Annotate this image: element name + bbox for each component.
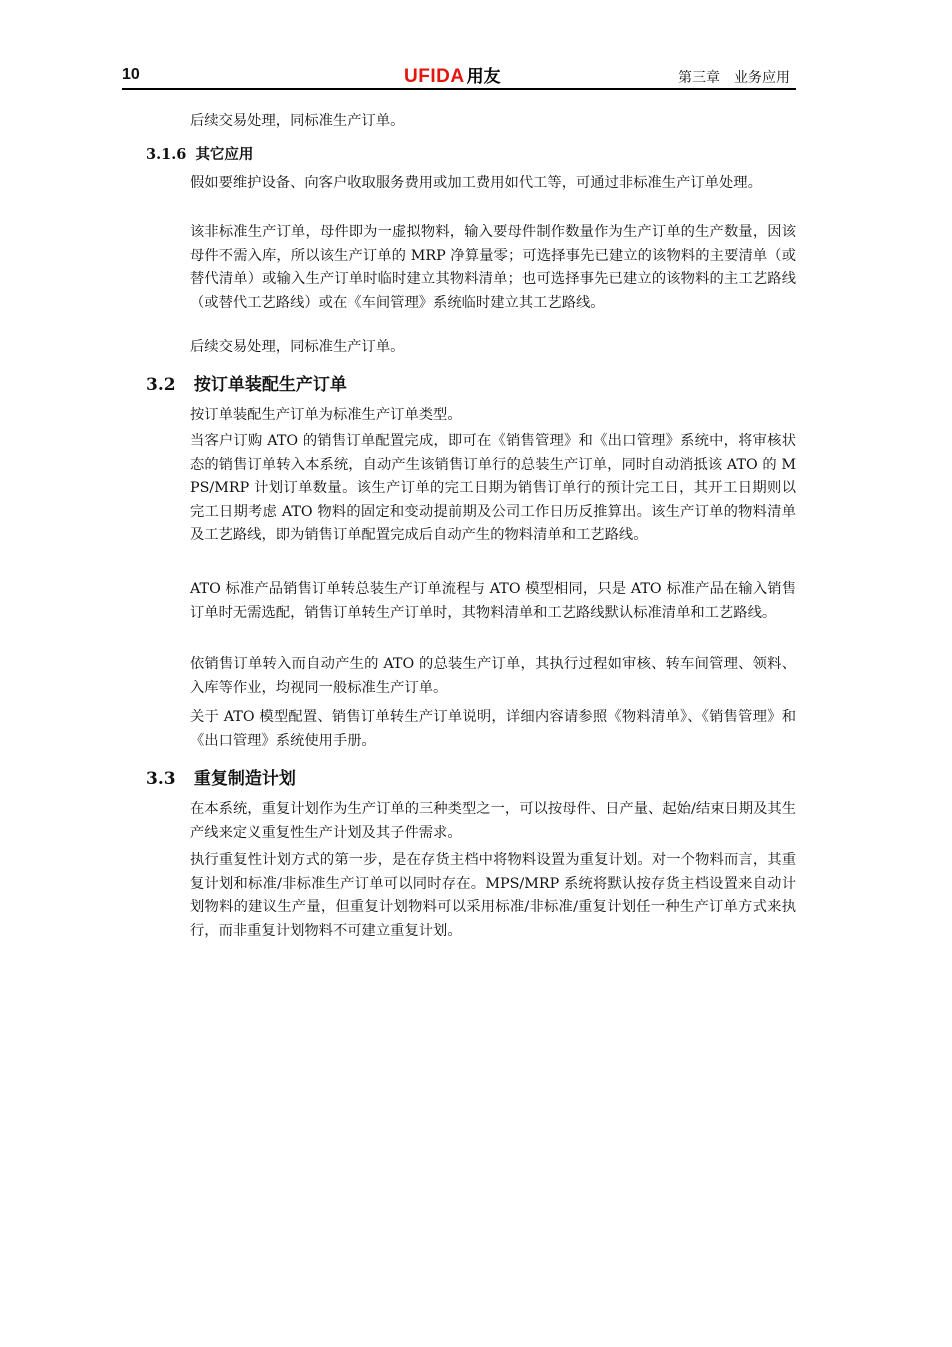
paragraph-ato-type: 按订单装配生产订单为标准生产订单类型。	[190, 407, 462, 423]
section-heading-3-2	[146, 370, 347, 395]
paragraph-repetitive-intro: 在本系统，重复计划作为生产订单的三种类型之一，可以按母件、日产量、起始/结束日期及其生产线来定义重复性生产计划及其子件需求。	[190, 801, 796, 841]
section-number: 3.2	[146, 375, 176, 395]
paragraph-repetitive-steps: 执行重复性计划方式的第一步，是在存货主档中将物料设置为重复计划。对一个物料而言，其重复计划和标准/非标准生产订单可以同时存在。MPS/MRP 系统将默认按存货主档设置来自动计划物料的建议生产量，但重复计划物料可以采用标准/非标准/重复计划任一种生产订单方式来执行，而非重复计划物料不可建立重复计划。	[190, 852, 796, 939]
paragraph-ato-process: 当客户订购 ATO 的销售订单配置完成，即可在《销售管理》和《出口管理》系统中，将审核状态的销售订单转入本系统，自动产生该销售订单行的总装生产订单，同时自动消抵该 ATO 的 MPS/MRP 计划订单数量。该生产订单的完工日期为销售订单行的预计完工日，其开工日期则以完工日期考虑 ATO 物料的固定和变动提前期及公司工作日历反推算出。该生产订单的物料清单及工艺路线，即为销售订单配置完成后自动产生的物料清单和工艺路线。	[190, 433, 796, 543]
section-title: 其它应用	[195, 146, 254, 163]
logo-chinese: 用友	[466, 67, 501, 86]
section-number: 3.1.6	[146, 146, 187, 163]
paragraph-nonstandard-detail: 该非标准生产订单，母件即为一虚拟物料，输入要母件制作数量作为生产订单的生产数量，因该母件不需入库，所以该生产订单的 MRP 净算量零；可选择事先已建立的该物料的主要清单（或替代清单）或输入生产订单时临时建立其物料清单；也可选择事先已建立的该物料的主工艺路线（或替代工艺路线）或在《车间管理》系统临时建立其工艺路线。	[190, 224, 796, 311]
paragraph-ato-standard: ATO 标准产品销售订单转总装生产订单流程与 ATO 模型相同，只是 ATO 标准产品在输入销售订单时无需选配，销售订单转生产订单时，其物料清单和工艺路线默认标准清单和工艺路线。	[190, 581, 796, 621]
section-title: 按订单装配生产订单	[193, 375, 347, 395]
paragraph-ato-reference: 关于 ATO 模型配置、销售订单转生产订单说明，详细内容请参照《物料清单》、《销售管理》和《出口管理》系统使用手册。	[190, 709, 796, 749]
section-heading-3-3	[146, 764, 296, 789]
chapter-title: 第三章 业务应用	[678, 70, 790, 86]
logo-brand: UFIDA	[404, 66, 465, 87]
page-number: 10	[122, 66, 140, 83]
paragraph-followup-1: 后续交易处理，同标准生产订单。	[190, 113, 405, 129]
ufida-logo	[404, 62, 501, 88]
section-heading-3-1-6	[146, 143, 253, 164]
paragraph-ato-execution: 依销售订单转入而自动产生的 ATO 的总装生产订单，其执行过程如审核、转车间管理、领料、入库等作业，均视同一般标准生产订单。	[190, 656, 796, 696]
page-header	[122, 62, 796, 90]
paragraph-followup-2: 后续交易处理，同标准生产订单。	[190, 339, 405, 355]
section-title: 重复制造计划	[193, 769, 296, 789]
paragraph-nonstandard-intro: 假如要维护设备、向客户收取服务费用或加工费用如代工等，可通过非标准生产订单处理。	[190, 175, 762, 191]
section-number: 3.3	[146, 769, 176, 789]
